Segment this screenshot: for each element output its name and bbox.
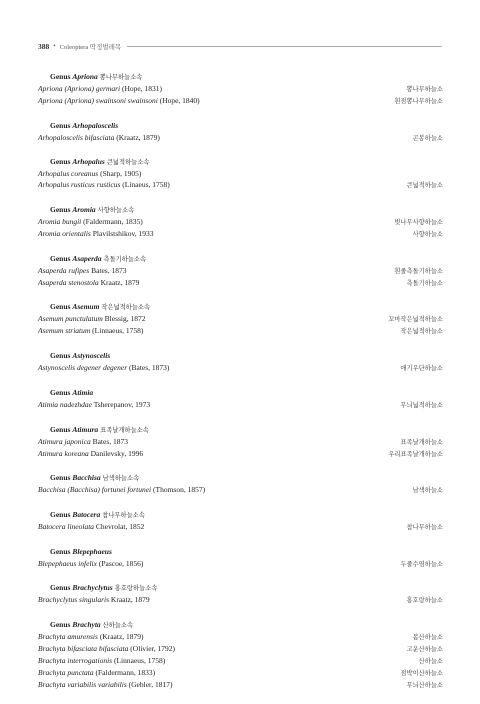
genus-group	[38, 424, 443, 460]
scientific-name: Aromia orientalis	[38, 229, 91, 239]
genus-korean-name: 참나무하늘소속	[102, 511, 145, 519]
scientific-name: Atimura japonica	[38, 436, 91, 446]
genus-name: Astynoscelis	[72, 351, 111, 361]
genus-heading	[38, 204, 443, 216]
species-author: (Faldermann, 1835)	[83, 217, 143, 227]
genus-label: Genus	[50, 509, 73, 519]
genus-korean-name: 작은넓적하늘소속	[101, 304, 151, 312]
genus-korean-name: 사향하늘소속	[97, 207, 135, 215]
species-author: (Kraatz, 1879)	[116, 132, 160, 142]
genus-name: Brachyclytus	[72, 583, 113, 593]
scientific-name: Arhopalus coreanus	[38, 169, 99, 179]
scientific-name: Bacchisa (Bacchisa) fortunei fortunei	[38, 485, 152, 495]
scientific-name: Brachyta variabilis variabilis	[38, 679, 127, 689]
scientific-name: Apriona (Apriona) germari	[38, 84, 121, 93]
species-author: (Bates, 1873)	[129, 363, 170, 373]
species-row	[38, 643, 443, 655]
species-entry	[38, 631, 144, 642]
genus-heading	[38, 424, 443, 436]
genus-korean-name: 큰넓적하늘소속	[106, 159, 150, 167]
genus-name: Arhopaloscelis	[72, 120, 119, 130]
genus-group	[38, 204, 443, 240]
genus-label: Genus	[50, 583, 73, 593]
korean-name: 벚나무사향하늘소	[394, 219, 443, 227]
species-author: (Faldermann, 1833)	[95, 667, 156, 677]
species-entry	[38, 168, 141, 179]
species-row	[38, 95, 443, 107]
genus-group	[38, 546, 443, 570]
genus-name: Arhopalus	[72, 157, 105, 167]
genus-label: Genus	[50, 546, 73, 556]
species-entry	[38, 325, 143, 336]
species-entry	[38, 448, 143, 459]
scientific-name: Brachyta amurensis	[38, 631, 98, 641]
scientific-name: Asemum striatum	[38, 326, 91, 336]
species-entry	[38, 521, 144, 532]
species-author: Bates, 1873	[92, 436, 129, 446]
species-author: Danilevsky, 1996	[90, 448, 144, 458]
genus-name: Brachyta	[72, 619, 101, 629]
species-author: (Linaeus, 1758)	[122, 180, 170, 190]
genus-name: Aromia	[72, 205, 96, 215]
species-entry	[38, 265, 126, 276]
species-row	[38, 325, 443, 337]
species-entry	[38, 313, 146, 324]
genus-group	[38, 350, 443, 374]
genus-label: Genus	[50, 253, 73, 263]
genus-name: Apriona	[72, 72, 98, 81]
genus-group	[38, 619, 443, 691]
species-row	[38, 313, 443, 325]
species-row	[38, 594, 443, 606]
species-row	[38, 179, 443, 191]
header-rule	[127, 46, 442, 47]
species-author: (Linnaeus, 1758)	[113, 655, 166, 665]
genus-heading	[38, 120, 443, 132]
species-list	[38, 71, 443, 704]
korean-name: 사향하늘소	[412, 231, 443, 239]
genus-heading	[38, 350, 443, 362]
species-author: (Sharp, 1905)	[100, 169, 142, 179]
genus-korean-name: 뽕나무하늘소속	[99, 74, 143, 81]
species-row	[38, 655, 443, 667]
genus-heading	[38, 253, 443, 265]
scientific-name: Apriona (Apriona) swainsoni swainsoni	[38, 96, 158, 105]
scientific-name: Brachyta punctata	[38, 667, 94, 677]
genus-heading	[38, 472, 443, 484]
species-entry	[38, 362, 169, 373]
species-author: Plavilstshikov, 1933	[92, 229, 154, 239]
korean-name: 우리표족날개하늘소	[388, 450, 443, 458]
scientific-name: Astynoscelis degener degener	[38, 363, 128, 373]
species-row	[38, 83, 443, 95]
species-entry	[38, 83, 162, 94]
species-author: (Kraatz, 1879)	[99, 631, 144, 641]
genus-label: Genus	[50, 302, 73, 312]
species-entry	[38, 277, 139, 288]
species-row	[38, 216, 443, 228]
species-entry	[38, 216, 143, 227]
genus-korean-name: 측돌기하늘소속	[103, 255, 147, 263]
species-author: Kraatz, 1879	[100, 277, 140, 287]
korean-name: 참나무하늘소	[406, 523, 443, 531]
genus-group	[38, 582, 443, 606]
species-row	[38, 558, 443, 570]
scientific-name: Atimia nadezhdae	[38, 399, 92, 409]
scientific-name: Atimura koreana	[38, 448, 89, 458]
scientific-name: Asaperda stenostola	[38, 277, 99, 287]
scientific-name: Arhopaloscelis bifasciata	[38, 132, 115, 142]
scientific-name: Blepephaeus infelix	[38, 558, 97, 568]
genus-name: Atimura	[72, 424, 99, 434]
scientific-name: Brachyta interrogationis	[38, 655, 113, 665]
header-separator: •	[53, 42, 56, 50]
species-row	[38, 679, 443, 691]
korean-name: 홍호랑하늘소	[406, 597, 443, 605]
genus-label: Genus	[50, 387, 73, 397]
korean-name: 뽕나무하늘소	[406, 86, 443, 93]
species-author: (Pascoe, 1856)	[98, 558, 144, 568]
page-number: 388	[38, 41, 50, 51]
genus-name: Asemum	[72, 302, 100, 312]
korean-name: 큰넓적하늘소	[406, 182, 443, 190]
genus-group	[38, 301, 443, 337]
korean-name: 흰점뽕나무하늘소	[394, 98, 443, 105]
species-entry	[38, 643, 175, 654]
running-title: Coleoptera 딱정벌레목	[59, 43, 122, 51]
genus-heading	[38, 71, 443, 83]
genus-label: Genus	[50, 424, 73, 434]
genus-label: Genus	[50, 205, 73, 215]
species-row	[38, 484, 443, 496]
korean-name: 표족날개하늘소	[400, 438, 443, 446]
scientific-name: Asaperda rufipes	[38, 265, 90, 275]
species-author: (Gebler, 1817)	[128, 679, 173, 689]
genus-korean-name: 남색하늘소속	[102, 475, 140, 483]
korean-name: 점박이산하늘소	[400, 669, 443, 677]
genus-name: Batocera	[72, 509, 101, 519]
genus-group	[38, 509, 443, 533]
species-row	[38, 228, 443, 240]
genus-name: Blepephaeus	[72, 546, 112, 556]
genus-label: Genus	[50, 473, 73, 483]
korean-name: 산하늘소	[418, 657, 443, 665]
genus-label: Genus	[50, 120, 73, 130]
genus-heading	[38, 546, 443, 558]
species-author: Blessig, 1872	[104, 314, 146, 324]
genus-name: Asaperda	[72, 253, 102, 263]
genus-heading	[38, 619, 443, 631]
genus-heading	[38, 582, 443, 594]
genus-korean-name: 홍호랑하늘소속	[114, 585, 158, 593]
korean-name: 흰줄측돌기하늘소	[394, 267, 443, 275]
species-row	[38, 436, 443, 448]
species-row	[38, 277, 443, 289]
species-row	[38, 667, 443, 679]
species-entry	[38, 558, 143, 569]
species-author: Bates, 1873	[91, 265, 127, 275]
species-entry	[38, 436, 128, 447]
genus-heading	[38, 156, 443, 168]
species-entry	[38, 228, 154, 239]
species-entry	[38, 179, 170, 190]
species-row	[38, 168, 443, 179]
species-row	[38, 399, 443, 411]
species-row	[38, 521, 443, 533]
genus-name: Atimia	[72, 387, 94, 397]
scientific-name: Brachyclytus singularis	[38, 595, 110, 605]
species-author: (Linnaeus, 1758)	[92, 326, 144, 336]
species-entry	[38, 679, 172, 690]
genus-korean-name: 표족날개하늘소속	[100, 426, 149, 434]
genus-label: Genus	[50, 157, 73, 167]
species-entry	[38, 484, 205, 495]
genus-label: Genus	[50, 619, 73, 629]
species-author: (Olivier, 1792)	[130, 643, 175, 653]
korean-name: 남색하늘소	[412, 487, 443, 495]
species-entry	[38, 95, 200, 106]
species-entry	[38, 655, 165, 666]
genus-group	[38, 472, 443, 496]
species-author: Chevrolat, 1852	[95, 521, 145, 531]
species-row	[38, 362, 443, 374]
species-author: (Hope, 1840)	[159, 96, 200, 105]
scientific-name: Batocera lineolata	[38, 521, 95, 531]
species-author: (Thomson, 1857)	[152, 485, 206, 495]
genus-label: Genus	[50, 72, 73, 81]
species-entry	[38, 132, 160, 143]
korean-name: 꼬마작은넓적하늘소	[388, 316, 443, 324]
scientific-name: Arhopalus rusticus rusticus	[38, 180, 121, 190]
species-entry	[38, 594, 150, 605]
species-row	[38, 448, 443, 460]
korean-name: 봄산하늘소	[412, 633, 443, 641]
species-row	[38, 265, 443, 277]
scientific-name: Aromia bungii	[38, 217, 82, 227]
genus-group	[38, 156, 443, 191]
korean-name: 무늬산하늘소	[406, 681, 443, 689]
genus-korean-name: 산하늘소속	[102, 621, 134, 629]
genus-group	[38, 71, 443, 107]
species-row	[38, 132, 443, 144]
species-author: (Hope, 1831)	[121, 84, 162, 93]
genus-label: Genus	[50, 351, 73, 361]
korean-name: 애기우단하늘소	[400, 365, 443, 373]
genus-heading	[38, 387, 443, 399]
korean-name: 측돌기하늘소	[406, 279, 443, 287]
page-header	[38, 40, 442, 52]
scientific-name: Brachyta bifasciata bifasciata	[38, 643, 129, 653]
korean-name: 무늬넓적하늘소	[400, 401, 443, 409]
species-author: Tsherepanov, 1973	[93, 399, 151, 409]
genus-group	[38, 387, 443, 411]
scientific-name: Asemum punctulatum	[38, 314, 103, 324]
genus-group	[38, 120, 443, 144]
korean-name: 곤봉하늘소	[412, 134, 443, 142]
korean-name: 고운산하늘소	[406, 645, 443, 653]
species-entry	[38, 667, 155, 678]
korean-name: 작은넓적하늘소	[400, 328, 443, 336]
genus-heading	[38, 509, 443, 521]
species-row	[38, 631, 443, 643]
species-entry	[38, 399, 150, 410]
genus-name: Bacchisa	[72, 473, 101, 483]
species-author: Kraatz, 1879	[110, 595, 150, 605]
genus-group	[38, 253, 443, 289]
genus-heading	[38, 301, 443, 313]
korean-name: 두줄수염하늘소	[400, 560, 443, 568]
